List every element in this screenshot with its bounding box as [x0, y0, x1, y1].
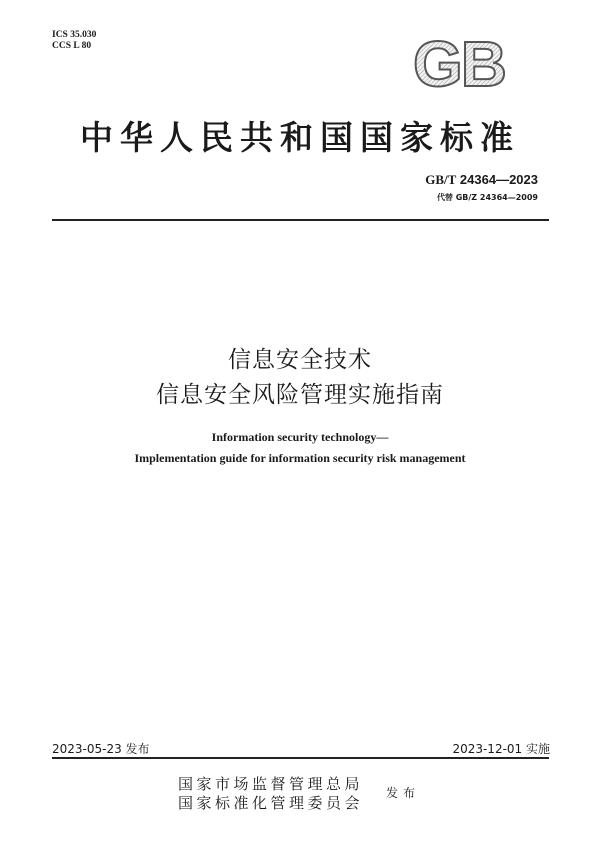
- issuer-sac: 国家标准化管理委员会: [178, 794, 364, 812]
- title-zh-line2: 信息安全风险管理实施指南: [156, 382, 444, 408]
- classification-codes: [52, 30, 96, 52]
- standard-number-prefix: GB/T: [425, 172, 457, 187]
- national-standard-heading: 中华人民共和国国家标准: [80, 118, 520, 157]
- title-en-line2: Implementation guide for information security risk management: [134, 451, 466, 465]
- top-divider: [52, 219, 549, 221]
- ccs-code: CCS L 80: [52, 41, 92, 51]
- release-date: 2023-05-23 发布: [52, 742, 150, 756]
- issuer-samr: 国家市场监督管理总局: [178, 775, 364, 793]
- release-word: 发布: [386, 786, 421, 800]
- standard-number-value: 24364—2023: [459, 172, 538, 187]
- issuing-organizations: [178, 775, 363, 813]
- title-zh-line1: 信息安全技术: [228, 347, 372, 373]
- gb-logo-icon: [396, 34, 522, 90]
- gb-logo-text: GB: [413, 34, 505, 90]
- gb-logo: [396, 34, 522, 90]
- implementation-date: 2023-12-01 实施: [452, 742, 550, 756]
- standard-number: [425, 172, 538, 188]
- title-en-line1: Information security technology—: [211, 430, 389, 444]
- bottom-divider: [52, 757, 549, 759]
- ics-code: ICS 35.030: [52, 30, 97, 40]
- replaces-standard: 代替 GB/Z 24364—2009: [436, 193, 538, 202]
